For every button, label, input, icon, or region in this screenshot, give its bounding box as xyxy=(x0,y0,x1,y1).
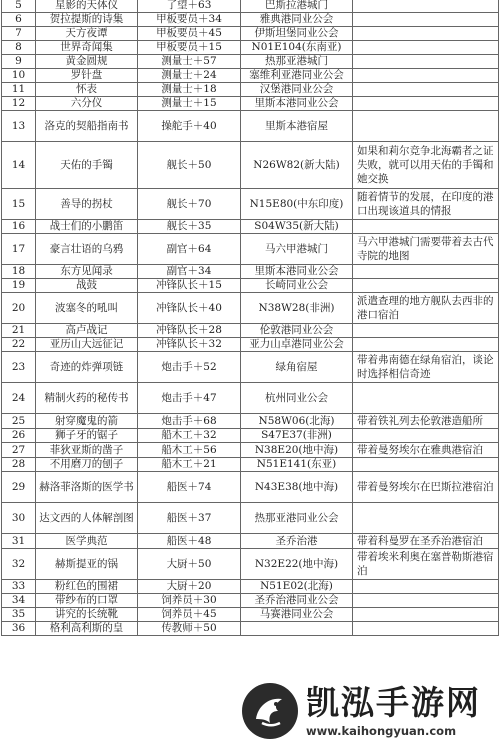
row-number: 14 xyxy=(2,142,36,189)
row-number: 8 xyxy=(2,41,36,55)
row-number: 32 xyxy=(2,549,36,580)
item-note xyxy=(353,69,499,83)
item-condition: 副官＋34 xyxy=(138,265,241,279)
item-location: 伦敦港同业公会 xyxy=(241,324,353,338)
site-logo-icon xyxy=(242,683,298,739)
row-number: 34 xyxy=(2,594,36,608)
site-watermark xyxy=(238,678,496,744)
table-row xyxy=(2,27,499,41)
item-condition: 冲锋队长＋28 xyxy=(138,324,241,338)
table-row xyxy=(2,414,499,429)
item-name: 射穿魔鬼的箭 xyxy=(36,414,138,429)
item-name: 善导的拐杖 xyxy=(36,189,138,220)
item-condition: 冲锋队长＋32 xyxy=(138,338,241,352)
item-note xyxy=(353,83,499,97)
row-number: 31 xyxy=(2,534,36,549)
row-number: 24 xyxy=(2,383,36,414)
item-location: 杭州同业公会 xyxy=(241,383,353,414)
table-row xyxy=(2,549,499,580)
item-name: 天方夜谭 xyxy=(36,27,138,41)
row-number: 25 xyxy=(2,414,36,429)
item-note: 马六甲港城门需要带着去古代寺院的地图 xyxy=(353,234,499,265)
item-name: 豪言壮语的乌鸦 xyxy=(36,234,138,265)
row-number: 27 xyxy=(2,443,36,458)
item-name: 亚历山大远征记 xyxy=(36,338,138,352)
item-note xyxy=(353,27,499,41)
item-name: 罗针盘 xyxy=(36,69,138,83)
item-location: 亚力山卓港同业公会 xyxy=(241,338,353,352)
item-name: 贺拉提斯的诗集 xyxy=(36,13,138,27)
item-location: N32E22(地中海) xyxy=(241,549,353,580)
item-note: 如果和莉尔竞争北海霸者之证失败，就可以用天佑的手镯和她交换 xyxy=(353,142,499,189)
item-note xyxy=(353,0,499,13)
item-location: 长崎同业公会 xyxy=(241,279,353,293)
item-name: 狮子牙的锯子 xyxy=(36,429,138,443)
item-name: 不用磨刀的刨子 xyxy=(36,458,138,472)
table-row xyxy=(2,443,499,458)
row-number: 33 xyxy=(2,580,36,594)
item-location: N43E38(地中海) xyxy=(241,472,353,503)
item-name: 精制火药的秘传书 xyxy=(36,383,138,414)
item-location: 马六甲港城门 xyxy=(241,234,353,265)
item-location: 雅典港同业公会 xyxy=(241,13,353,27)
table-row xyxy=(2,83,499,97)
item-note xyxy=(353,580,499,594)
item-name: 怀表 xyxy=(36,83,138,97)
item-table xyxy=(1,0,499,636)
row-number: 30 xyxy=(2,503,36,534)
item-name: 粉红色的围裙 xyxy=(36,580,138,594)
table-row xyxy=(2,383,499,414)
item-condition: 测量士＋24 xyxy=(138,69,241,83)
item-location: 汉堡港同业公会 xyxy=(241,83,353,97)
table-row xyxy=(2,142,499,189)
table-row xyxy=(2,458,499,472)
item-location: 巴斯拉港城门 xyxy=(241,0,353,13)
item-note xyxy=(353,594,499,608)
table-row xyxy=(2,111,499,142)
item-condition: 大厨＋50 xyxy=(138,549,241,580)
row-number: 19 xyxy=(2,279,36,293)
item-location: 绿角宿屋 xyxy=(241,352,353,383)
table-row xyxy=(2,265,499,279)
item-location: 马赛港同业公会 xyxy=(241,608,353,622)
item-name: 达文西的人体解剖图 xyxy=(36,503,138,534)
row-number: 5 xyxy=(2,0,36,13)
item-name: 高卢战记 xyxy=(36,324,138,338)
item-condition: 操舵手＋40 xyxy=(138,111,241,142)
item-condition: 甲板要员＋15 xyxy=(138,41,241,55)
row-number: 7 xyxy=(2,27,36,41)
table-row xyxy=(2,220,499,234)
table-row xyxy=(2,41,499,55)
row-number: 10 xyxy=(2,69,36,83)
item-location: N15E80(中东印度) xyxy=(241,189,353,220)
item-note: 带着曼努埃尔在巴斯拉港宿泊 xyxy=(353,472,499,503)
table-row xyxy=(2,13,499,27)
table-row xyxy=(2,97,499,111)
item-condition: 饲养员＋45 xyxy=(138,608,241,622)
item-name: 带纱布的口罩 xyxy=(36,594,138,608)
row-number: 9 xyxy=(2,55,36,69)
item-condition: 炮击手＋68 xyxy=(138,414,241,429)
item-location: N51E141(东亚) xyxy=(241,458,353,472)
item-name: 黄金圆规 xyxy=(36,55,138,69)
item-location: 圣乔治港同业公会 xyxy=(241,594,353,608)
item-name: 奇迹的炸弹项链 xyxy=(36,352,138,383)
item-note xyxy=(353,383,499,414)
item-condition: 冲锋队长＋15 xyxy=(138,279,241,293)
item-condition: 测量士＋57 xyxy=(138,55,241,69)
item-name: 世界奇闻集 xyxy=(36,41,138,55)
table-row xyxy=(2,234,499,265)
item-note xyxy=(353,265,499,279)
item-location: N38E20(地中海) xyxy=(241,443,353,458)
row-number: 15 xyxy=(2,189,36,220)
item-location: 圣乔治港 xyxy=(241,534,353,549)
item-condition: 大厨＋20 xyxy=(138,580,241,594)
item-note: 带着埃米利奥在塞普勒斯港宿泊 xyxy=(353,549,499,580)
item-condition: 了望＋63 xyxy=(138,0,241,13)
item-condition: 冲锋队长＋40 xyxy=(138,293,241,324)
item-note xyxy=(353,458,499,472)
dragon-icon xyxy=(248,689,292,733)
item-location: 伊斯坦堡同业公会 xyxy=(241,27,353,41)
row-number: 11 xyxy=(2,83,36,97)
item-condition: 舰长＋50 xyxy=(138,142,241,189)
item-location: 里斯本港同业公会 xyxy=(241,97,353,111)
item-location: 里斯本港宿屋 xyxy=(241,111,353,142)
item-location: N38W28(非洲) xyxy=(241,293,353,324)
item-condition: 炮击手＋52 xyxy=(138,352,241,383)
item-name: 讲究的长统靴 xyxy=(36,608,138,622)
item-name: 洛克的契船指南书 xyxy=(36,111,138,142)
item-note xyxy=(353,324,499,338)
row-number: 21 xyxy=(2,324,36,338)
table-row xyxy=(2,534,499,549)
item-note xyxy=(353,622,499,636)
item-location xyxy=(241,622,353,636)
item-location: 热那亚港城门 xyxy=(241,55,353,69)
item-location: N58W06(北海) xyxy=(241,414,353,429)
item-condition: 舰长＋35 xyxy=(138,220,241,234)
item-note: 派遣查理的地方舰队去西非的港口宿泊 xyxy=(353,293,499,324)
item-location: 里斯本港同业公会 xyxy=(241,265,353,279)
table-row xyxy=(2,580,499,594)
row-number: 36 xyxy=(2,622,36,636)
table-row xyxy=(2,608,499,622)
item-location: N26W82(新大陆) xyxy=(241,142,353,189)
item-note xyxy=(353,338,499,352)
item-name: 波塞冬的吼叫 xyxy=(36,293,138,324)
item-location: N51E02(北海) xyxy=(241,580,353,594)
table-row xyxy=(2,0,499,13)
row-number: 18 xyxy=(2,265,36,279)
item-name: 赫斯提亚的锅 xyxy=(36,549,138,580)
item-note xyxy=(353,279,499,293)
item-note: 随着情节的发展，在印度的港口出现该道具的情报 xyxy=(353,189,499,220)
row-number: 13 xyxy=(2,111,36,142)
table-row xyxy=(2,503,499,534)
item-condition: 炮击手＋47 xyxy=(138,383,241,414)
item-note: 带着曼努埃尔在雅典港宿泊 xyxy=(353,443,499,458)
table-row xyxy=(2,338,499,352)
item-condition: 传教师＋50 xyxy=(138,622,241,636)
row-number: 6 xyxy=(2,13,36,27)
table-row xyxy=(2,293,499,324)
table-row xyxy=(2,622,499,636)
item-name: 星影的天体仪 xyxy=(36,0,138,13)
row-number: 26 xyxy=(2,429,36,443)
item-location: 塞维利亚港同业公会 xyxy=(241,69,353,83)
item-note xyxy=(353,503,499,534)
item-note xyxy=(353,13,499,27)
item-condition: 船木工＋56 xyxy=(138,443,241,458)
item-name: 战鼓 xyxy=(36,279,138,293)
item-condition: 船医＋37 xyxy=(138,503,241,534)
item-name: 医学典范 xyxy=(36,534,138,549)
row-number: 29 xyxy=(2,472,36,503)
item-condition: 副官＋64 xyxy=(138,234,241,265)
watermark-url: www.kaihongyuan.com xyxy=(306,724,457,738)
item-condition: 饲养员＋30 xyxy=(138,594,241,608)
item-note xyxy=(353,55,499,69)
table-row xyxy=(2,279,499,293)
item-condition: 测量士＋18 xyxy=(138,83,241,97)
item-note: 带着弗南德在绿角宿泊，谈论时选择相信奇迹 xyxy=(353,352,499,383)
item-note xyxy=(353,220,499,234)
item-name: 战士们的小鹏笛 xyxy=(36,220,138,234)
row-number: 35 xyxy=(2,608,36,622)
item-condition: 甲板要员＋34 xyxy=(138,13,241,27)
item-condition: 测量士＋15 xyxy=(138,97,241,111)
item-location: S04W35(新大陆) xyxy=(241,220,353,234)
row-number: 23 xyxy=(2,352,36,383)
table-row xyxy=(2,189,499,220)
item-condition: 舰长＋70 xyxy=(138,189,241,220)
item-note: 带着科曼罗在圣乔治港宿泊 xyxy=(353,534,499,549)
table-row xyxy=(2,429,499,443)
row-number: 17 xyxy=(2,234,36,265)
item-note xyxy=(353,97,499,111)
row-number: 12 xyxy=(2,97,36,111)
item-note: 带着铁礼列去伦敦港造船所 xyxy=(353,414,499,429)
table-row xyxy=(2,352,499,383)
item-name: 菲狄亚斯的凿子 xyxy=(36,443,138,458)
item-name: 东方见闻录 xyxy=(36,265,138,279)
item-condition: 船木工＋21 xyxy=(138,458,241,472)
item-name: 六分仪 xyxy=(36,97,138,111)
item-note xyxy=(353,429,499,443)
item-condition: 船医＋74 xyxy=(138,472,241,503)
item-note xyxy=(353,41,499,55)
item-condition: 甲板要员＋45 xyxy=(138,27,241,41)
row-number: 22 xyxy=(2,338,36,352)
table-row xyxy=(2,594,499,608)
table-row xyxy=(2,55,499,69)
row-number: 16 xyxy=(2,220,36,234)
item-name: 赫洛菲洛斯的医学书 xyxy=(36,472,138,503)
item-condition: 船木工＋32 xyxy=(138,429,241,443)
watermark-title: 凯泓手游网 xyxy=(306,683,481,722)
item-name: 格利高利斯的皇 xyxy=(36,622,138,636)
item-note xyxy=(353,111,499,142)
item-location: S47E37(非洲) xyxy=(241,429,353,443)
item-location: N01E104(东南亚) xyxy=(241,41,353,55)
item-note xyxy=(353,608,499,622)
table-row xyxy=(2,472,499,503)
row-number: 20 xyxy=(2,293,36,324)
item-name: 天佑的手镯 xyxy=(36,142,138,189)
item-condition: 船医＋48 xyxy=(138,534,241,549)
item-location: 热那亚港同业公会 xyxy=(241,503,353,534)
table-row xyxy=(2,324,499,338)
item-table-body xyxy=(2,0,499,636)
row-number: 28 xyxy=(2,458,36,472)
table-row xyxy=(2,69,499,83)
